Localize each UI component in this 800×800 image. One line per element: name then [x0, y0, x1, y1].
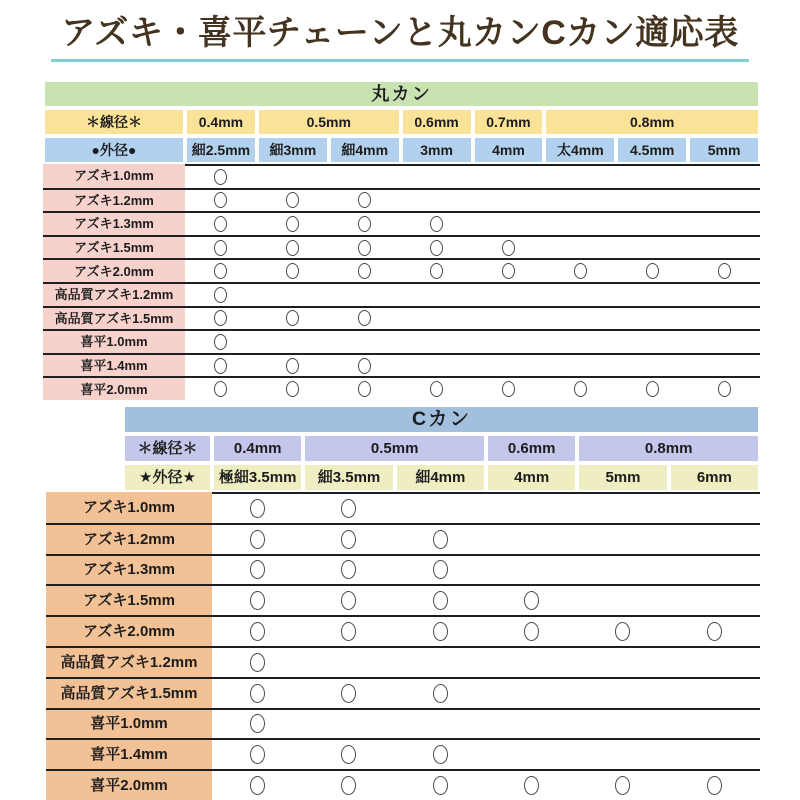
empty-cell [257, 329, 329, 353]
empty-cell [669, 523, 760, 554]
wire-diameter-value: 0.5mm [257, 108, 401, 136]
mark-cell [212, 677, 303, 708]
outer-diameter-value: 細3.5mm [303, 463, 394, 492]
mark-cell [257, 353, 329, 377]
mark-cell [401, 211, 473, 235]
mark-cell [303, 677, 394, 708]
compat-mark-icon [341, 591, 356, 610]
mark-cell [303, 523, 394, 554]
empty-cell [401, 353, 473, 377]
mark-cell [669, 615, 760, 646]
empty-cell [669, 708, 760, 739]
row-label: 高品質アズキ1.5mm [46, 677, 212, 708]
compat-mark-icon [433, 560, 448, 579]
mark-cell [212, 708, 303, 739]
compat-mark-icon [646, 263, 659, 279]
empty-cell [257, 282, 329, 306]
empty-cell [544, 329, 616, 353]
mark-cell [185, 164, 257, 188]
empty-cell [616, 188, 688, 212]
empty-cell [473, 282, 545, 306]
outer-diameter-value: 6mm [669, 463, 760, 492]
empty-cell [486, 677, 577, 708]
maru-table-title: 丸カン [43, 80, 760, 108]
outer-diameter-value: 3mm [401, 136, 473, 164]
compat-mark-icon [433, 530, 448, 549]
empty-cell [544, 306, 616, 330]
mark-cell [577, 615, 668, 646]
mark-cell [473, 258, 545, 282]
compat-mark-icon [707, 622, 722, 641]
compat-mark-icon [502, 381, 515, 397]
mark-cell [395, 615, 486, 646]
row-label: 高品質アズキ1.2mm [46, 646, 212, 677]
row-label: 喜平1.0mm [46, 708, 212, 739]
compat-mark-icon [286, 263, 299, 279]
mark-cell [303, 554, 394, 585]
mark-cell [212, 554, 303, 585]
c-kan-table-header [123, 405, 760, 492]
empty-cell [669, 584, 760, 615]
empty-cell [577, 584, 668, 615]
empty-cell [473, 353, 545, 377]
row-label: アズキ1.3mm [43, 211, 185, 235]
title-area [0, 12, 800, 62]
compat-mark-icon [250, 776, 265, 795]
empty-cell [395, 708, 486, 739]
compat-mark-icon [430, 381, 443, 397]
mark-cell [486, 615, 577, 646]
mark-cell [329, 188, 401, 212]
empty-cell [688, 235, 760, 259]
mark-cell [257, 235, 329, 259]
wire-diameter-value: 0.5mm [303, 434, 486, 463]
mark-cell [185, 329, 257, 353]
compat-mark-icon [286, 310, 299, 326]
compat-mark-icon [615, 622, 630, 641]
empty-cell [616, 211, 688, 235]
empty-cell [486, 554, 577, 585]
mark-cell [544, 258, 616, 282]
empty-cell [688, 329, 760, 353]
empty-cell [329, 164, 401, 188]
wire-diameter-value: 0.6mm [486, 434, 577, 463]
mark-cell [395, 769, 486, 800]
compat-mark-icon [214, 334, 227, 350]
row-label: アズキ1.5mm [46, 584, 212, 615]
compat-mark-icon [214, 240, 227, 256]
mark-cell [212, 646, 303, 677]
compat-mark-icon [430, 216, 443, 232]
mark-cell [185, 376, 257, 400]
mark-cell [688, 258, 760, 282]
empty-cell [577, 708, 668, 739]
empty-cell [544, 188, 616, 212]
compat-mark-icon [574, 263, 587, 279]
empty-cell [257, 164, 329, 188]
mark-cell [257, 211, 329, 235]
mark-cell [257, 376, 329, 400]
empty-cell [616, 353, 688, 377]
mark-cell [257, 258, 329, 282]
empty-cell [688, 282, 760, 306]
page-title: アズキ・喜平チェーンと丸カンCカン適応表 [51, 12, 749, 62]
row-label: 喜平2.0mm [43, 376, 185, 400]
mark-cell [212, 615, 303, 646]
outer-diameter-value: 太4mm [544, 136, 616, 164]
mark-cell [303, 769, 394, 800]
compat-mark-icon [524, 776, 539, 795]
compat-mark-icon [358, 263, 371, 279]
empty-cell [577, 646, 668, 677]
compat-mark-icon [433, 745, 448, 764]
compat-mark-icon [341, 776, 356, 795]
row-label: アズキ1.2mm [43, 188, 185, 212]
compat-mark-icon [250, 530, 265, 549]
outer-diameter-header-label: ★外径★ [123, 463, 212, 492]
row-label: 喜平1.4mm [46, 738, 212, 769]
empty-cell [616, 329, 688, 353]
maru-kan-table-header [43, 80, 760, 164]
row-label: アズキ1.0mm [43, 164, 185, 188]
compat-mark-icon [250, 560, 265, 579]
empty-cell [395, 492, 486, 523]
empty-cell [329, 329, 401, 353]
mark-cell [616, 258, 688, 282]
empty-cell [688, 211, 760, 235]
empty-cell [688, 306, 760, 330]
compat-mark-icon [430, 263, 443, 279]
mark-cell [395, 584, 486, 615]
mark-cell [329, 306, 401, 330]
row-label: アズキ1.2mm [46, 523, 212, 554]
mark-cell [401, 376, 473, 400]
empty-cell [577, 492, 668, 523]
mark-cell [401, 235, 473, 259]
compat-mark-icon [524, 622, 539, 641]
outer-diameter-value: 4.5mm [616, 136, 688, 164]
empty-cell [303, 646, 394, 677]
compat-mark-icon [646, 381, 659, 397]
empty-cell [577, 738, 668, 769]
c-kan-table-body [46, 492, 760, 800]
row-label: 高品質アズキ1.5mm [43, 306, 185, 330]
outer-diameter-value: 極細3.5mm [212, 463, 303, 492]
compat-mark-icon [286, 216, 299, 232]
empty-cell [401, 329, 473, 353]
compat-mark-icon [341, 560, 356, 579]
compat-mark-icon [250, 684, 265, 703]
compat-mark-icon [341, 684, 356, 703]
mark-cell [185, 211, 257, 235]
compat-mark-icon [250, 714, 265, 733]
empty-cell [401, 164, 473, 188]
wire-diameter-header-label: ＊線径＊ [123, 434, 212, 463]
mark-cell [395, 523, 486, 554]
mark-cell [257, 306, 329, 330]
outer-diameter-value: 細3mm [257, 136, 329, 164]
compat-mark-icon [250, 653, 265, 672]
wire-diameter-value: 0.4mm [212, 434, 303, 463]
row-label: 高品質アズキ1.2mm [43, 282, 185, 306]
empty-cell [669, 646, 760, 677]
empty-cell [401, 188, 473, 212]
mark-cell [544, 376, 616, 400]
mark-cell [185, 353, 257, 377]
empty-cell [616, 164, 688, 188]
compat-mark-icon [430, 240, 443, 256]
mark-cell [329, 235, 401, 259]
mark-cell [616, 376, 688, 400]
empty-cell [577, 523, 668, 554]
empty-cell [544, 353, 616, 377]
compat-mark-icon [214, 310, 227, 326]
empty-cell [473, 188, 545, 212]
compat-mark-icon [214, 216, 227, 232]
mark-cell [401, 258, 473, 282]
compat-mark-icon [286, 381, 299, 397]
compat-mark-icon [286, 240, 299, 256]
empty-cell [616, 282, 688, 306]
compat-mark-icon [214, 287, 227, 303]
mark-cell [303, 615, 394, 646]
empty-cell [669, 738, 760, 769]
compat-mark-icon [214, 169, 227, 185]
compat-mark-icon [358, 310, 371, 326]
empty-cell [577, 554, 668, 585]
empty-cell [473, 164, 545, 188]
compat-mark-icon [615, 776, 630, 795]
mark-cell [669, 769, 760, 800]
mark-cell [303, 492, 394, 523]
compat-mark-icon [341, 530, 356, 549]
mark-cell [329, 353, 401, 377]
mark-cell [473, 235, 545, 259]
compat-mark-icon [358, 192, 371, 208]
mark-cell [329, 258, 401, 282]
compat-mark-icon [502, 263, 515, 279]
outer-diameter-value: 5mm [688, 136, 760, 164]
compat-mark-icon [250, 622, 265, 641]
compat-mark-icon [718, 381, 731, 397]
compat-mark-icon [214, 263, 227, 279]
wire-diameter-value: 0.8mm [544, 108, 760, 136]
mark-cell [395, 738, 486, 769]
empty-cell [616, 306, 688, 330]
row-label: アズキ1.3mm [46, 554, 212, 585]
mark-cell [303, 584, 394, 615]
wire-diameter-value: 0.6mm [401, 108, 473, 136]
mark-cell [329, 376, 401, 400]
mark-cell [212, 492, 303, 523]
outer-diameter-value: 4mm [473, 136, 545, 164]
compat-mark-icon [341, 745, 356, 764]
wire-diameter-value: 0.8mm [577, 434, 760, 463]
empty-cell [473, 329, 545, 353]
mark-cell [486, 584, 577, 615]
empty-cell [669, 554, 760, 585]
empty-cell [544, 235, 616, 259]
mark-cell [212, 523, 303, 554]
compat-mark-icon [433, 591, 448, 610]
mark-cell [577, 769, 668, 800]
empty-cell [669, 677, 760, 708]
row-label: アズキ2.0mm [43, 258, 185, 282]
compat-mark-icon [574, 381, 587, 397]
empty-cell [486, 492, 577, 523]
compat-mark-icon [433, 622, 448, 641]
empty-cell [544, 211, 616, 235]
row-label: アズキ2.0mm [46, 615, 212, 646]
mark-cell [688, 376, 760, 400]
compat-mark-icon [286, 358, 299, 374]
row-label: 喜平1.0mm [43, 329, 185, 353]
mark-cell [212, 769, 303, 800]
compat-mark-icon [707, 776, 722, 795]
row-label: 喜平1.4mm [43, 353, 185, 377]
compat-mark-icon [358, 358, 371, 374]
compat-mark-icon [358, 216, 371, 232]
compat-mark-icon [433, 776, 448, 795]
empty-cell [688, 188, 760, 212]
empty-cell [544, 164, 616, 188]
compat-mark-icon [214, 381, 227, 397]
compat-mark-icon [358, 381, 371, 397]
mark-cell [473, 376, 545, 400]
outer-diameter-header-label: ●外径● [43, 136, 185, 164]
empty-cell [395, 646, 486, 677]
mark-cell [212, 738, 303, 769]
compat-mark-icon [214, 192, 227, 208]
wire-diameter-value: 0.7mm [473, 108, 545, 136]
wire-diameter-value: 0.4mm [185, 108, 257, 136]
mark-cell [185, 306, 257, 330]
compat-mark-icon [214, 358, 227, 374]
empty-cell [401, 282, 473, 306]
compat-mark-icon [433, 684, 448, 703]
mark-cell [395, 677, 486, 708]
empty-cell [688, 353, 760, 377]
outer-diameter-value: 細2.5mm [185, 136, 257, 164]
row-label: アズキ1.5mm [43, 235, 185, 259]
mark-cell [303, 738, 394, 769]
wire-diameter-header-label: ＊線径＊ [43, 108, 185, 136]
empty-cell [473, 306, 545, 330]
c-table-title: Cカン [123, 405, 760, 434]
empty-cell [544, 282, 616, 306]
compat-mark-icon [341, 499, 356, 518]
compat-mark-icon [524, 591, 539, 610]
row-label: アズキ1.0mm [46, 492, 212, 523]
compat-mark-icon [358, 240, 371, 256]
empty-cell [486, 708, 577, 739]
outer-diameter-value: 細4mm [395, 463, 486, 492]
compat-mark-icon [502, 240, 515, 256]
outer-diameter-value: 5mm [577, 463, 668, 492]
empty-cell [486, 738, 577, 769]
mark-cell [486, 769, 577, 800]
row-label: 喜平2.0mm [46, 769, 212, 800]
mark-cell [185, 188, 257, 212]
mark-cell [257, 188, 329, 212]
mark-cell [185, 235, 257, 259]
compat-mark-icon [250, 745, 265, 764]
empty-cell [486, 646, 577, 677]
mark-cell [395, 554, 486, 585]
mark-cell [185, 258, 257, 282]
empty-cell [577, 677, 668, 708]
compat-mark-icon [286, 192, 299, 208]
compat-mark-icon [250, 591, 265, 610]
empty-cell [616, 235, 688, 259]
mark-cell [329, 211, 401, 235]
compat-mark-icon [250, 499, 265, 518]
mark-cell [185, 282, 257, 306]
maru-kan-table-body [43, 164, 760, 400]
empty-cell [669, 492, 760, 523]
outer-diameter-value: 細4mm [329, 136, 401, 164]
compat-mark-icon [718, 263, 731, 279]
empty-cell [688, 164, 760, 188]
compat-mark-icon [341, 622, 356, 641]
empty-cell [329, 282, 401, 306]
empty-cell [486, 523, 577, 554]
mark-cell [212, 584, 303, 615]
empty-cell [303, 708, 394, 739]
empty-cell [401, 306, 473, 330]
empty-cell [473, 211, 545, 235]
outer-diameter-value: 4mm [486, 463, 577, 492]
